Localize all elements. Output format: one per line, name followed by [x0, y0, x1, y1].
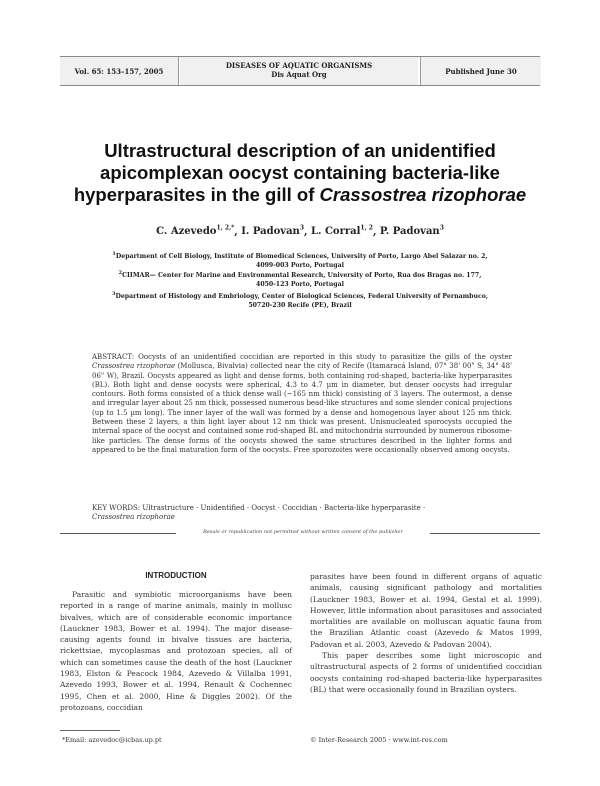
reprint-rule-left	[60, 533, 176, 534]
keywords-label: KEY WORDS:	[92, 504, 141, 512]
journal-abbrev: Dis Aquat Org	[271, 70, 327, 79]
publication-date: Published June 30	[420, 57, 541, 85]
footnote-email: *Email: azevedoc@icbas.up.pt	[62, 736, 162, 744]
author-4-name: P. Padovan	[379, 226, 440, 238]
abstract-text-2: (Mollusca, Bivalvia) collected near the city of Recife (Itamaracá Island, 07° 38' 00" S, 34° 48' 06" W), Brazil. Oocysts appeared as light and dense forms, both containing rod-shaped, bacteria-like hyperparasites (BL). Both light and dense oocysts were spherical, 4.3 to 4.7 µm in diameter, but denser oocysts had irregular contours. Both forms consisted of a thick dense wall (~165 nm thick) consisting of 3 layers. The outermost, a dense and irregular layer about 25 nm thick, possessed numerous bead-like structures and some slender conical projections (up to 1.5 µm long). The inner layer of the wall was formed by a dense and homogenous layer about 125 nm thick. Between these 2 layers, a thin light layer about 12 nm thick was present. Unisnucleated sporocysts occupied the internal space of the oocyst and contained some rod-shaped BL and mitochondria surrounded by numerous ribosome-like particles. The dense forms of the oocysts showed the same structures described in the lighter forms and appeared to be the final maturation form of the oocysts. Free sporozoites were occasionally observed among oocysts.	[92, 362, 513, 454]
abstract-label: ABSTRACT:	[92, 353, 135, 361]
keywords	[92, 504, 512, 523]
author-3-sup: 1, 2	[360, 225, 373, 232]
affiliation-1-city: 4099-003 Porto, Portugal	[256, 262, 344, 270]
author-list: C. Azevedo$^{1, 2,*}$, I. Padovan$^3$, L. Corral$^{1, 2}$, P. Padovan$^3$	[156, 225, 444, 238]
keywords-species: Crassostrea rizophorae	[92, 513, 175, 522]
footnote-rule	[60, 730, 120, 731]
author-1-sup: 1, 2,	[216, 225, 232, 232]
intro-paragraph-1: Parasitic and symbiotic microorganisms have been reported in a range of marine animals, mainly in mollusc bivalves, which are of considerable economic importance (Lauckner 1983, Bower et al. 1994). The major disease-causing agents found in bivalve tissues are bacteria, rickettsiae, mycoplasmas and protozoan species, all of which can sometimes cause the death of the host (Lauckner 1983, Elston & Peacock 1984, Azevedo & Villalba 1991, Azevedo 1993, Bower et al. 1994, Renault & Cochennec 1995, Chen et al. 2000, Hine & Diggles 2002). Of the protozoans, coccidian	[60, 590, 292, 712]
title-line-3	[60, 184, 540, 206]
journal-name: DISEASES OF AQUATIC ORGANISMS	[225, 61, 373, 71]
reprint-rule-right	[430, 533, 540, 534]
keywords-text: Ultrastructure · Unidentified · Oocyst · Coccidian · Bacteria-like hyperparasite ·	[142, 504, 426, 512]
author-3	[311, 226, 373, 237]
journal-header	[60, 56, 540, 86]
author-2-name: I. Padovan	[241, 226, 300, 238]
volume-info: Vol. 65: 153–157, 2005	[60, 57, 179, 85]
author-4-sup: 3	[439, 225, 444, 232]
abstract-species: Crassostrea rizophorae	[92, 362, 176, 371]
introduction-heading: INTRODUCTION	[145, 571, 207, 580]
author-3-name: L. Corral	[310, 226, 361, 238]
affiliation-3	[80, 290, 520, 310]
affiliation-2-text: CIIMAR— Center for Marine and Environmental Research, University of Porto, Rua dos Bragas no. 177,	[122, 272, 482, 280]
title-line-3-text: hyperparasites in the gill of	[73, 184, 320, 205]
author-4	[380, 226, 444, 237]
affiliation-3-city: 50720-230 Recife (PE), Brazil	[248, 302, 352, 310]
reprint-notice: Resale or republication not permitted without written consent of the publisher	[203, 529, 403, 535]
copyright: © Inter-Research 2005 · www.int-res.com	[310, 736, 448, 744]
affiliation-1	[80, 250, 520, 270]
intro-left-column	[60, 589, 292, 713]
affiliation-2-sup: 2	[118, 270, 123, 276]
affiliation-3-sup: 3	[111, 291, 116, 297]
affiliation-1-text: Department of Cell Biology, Institute of Biomedical Sciences, University of Porto, Largo Abel Salazar no. 2,	[115, 253, 488, 261]
affiliation-1-sup: 1	[112, 251, 116, 257]
title-species: Crassostrea rizophorae	[319, 184, 527, 205]
author-2	[241, 226, 304, 237]
title-line-1: Ultrastructural description of an unidentified	[104, 140, 496, 161]
paper-title	[60, 140, 540, 206]
title-line-2: apicomplexan oocyst containing bacteria-like	[100, 162, 500, 183]
author-1	[156, 226, 234, 237]
abstract-text-1: Oocysts of an unidentified coccidian are reported in this study to parasitize the gills of the oyster	[138, 353, 512, 361]
intro-right-column	[310, 571, 542, 695]
author-2-sup: 3	[299, 225, 304, 232]
affiliation-2-city: 4050-123 Porto, Portugal	[256, 281, 344, 289]
intro-paragraph-2: This paper describes some light microscopic and ultrastructural aspects of 2 forms of unidentified coccidian oocysts containing rod-shaped bacteria-like hyperparasites (BL) that were occasionally found in Brazilian oysters.	[310, 651, 542, 694]
affiliation-2	[80, 269, 520, 289]
author-1-name: C. Azevedo	[156, 226, 217, 238]
corresponding-mark: *	[231, 225, 235, 232]
intro-paragraph-1-cont: parasites have been found in different organs of aquatic animals, causing significant pathology and mortalities (Lauckner 1983, Bower et al. 1994, Gestal et al. 1999). However, little information about parasitoses and associated mortalities are available on molluscan aquatic fauna from the Brazilian Atlantic coast (Azevedo & Matos 1999, Padovan et al. 2003, Azevedo & Padovan 2004).	[310, 572, 542, 649]
journal-name-block	[180, 57, 418, 85]
abstract	[92, 353, 512, 455]
affiliation-3-text: Department of Histology and Embriology, Center of Biological Sciences, Federal University of Pernambuco,	[115, 293, 489, 301]
